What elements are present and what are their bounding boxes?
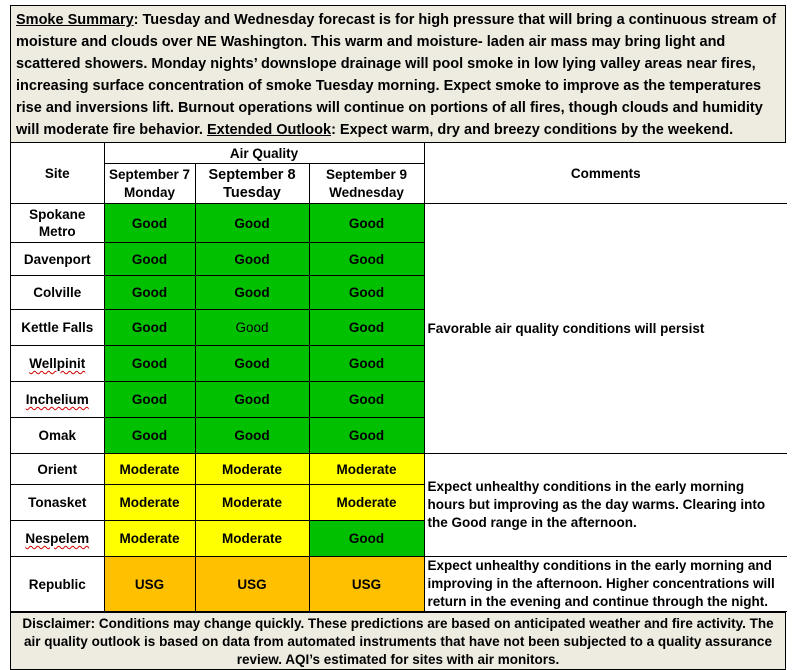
aq-cell: Good (309, 276, 424, 310)
aq-cell: Moderate (104, 485, 195, 521)
day-header: September 8 Tuesday (195, 164, 309, 204)
aq-cell: Good (195, 418, 309, 454)
site-cell: Orient (11, 454, 104, 485)
outlook-text: : Expect warm, dry and breezy conditions by the weekend. (331, 122, 734, 138)
aq-cell: Good (195, 204, 309, 243)
aq-cell: Moderate (309, 454, 424, 485)
site-cell: Colville (11, 276, 104, 310)
aq-cell: Good (309, 243, 424, 276)
air-quality-header: Air Quality (104, 143, 424, 164)
aq-cell: Moderate (195, 485, 309, 521)
site-cell: Wellpinit (11, 346, 104, 382)
comment-cell: Expect unhealthy conditions in the early morning hours but improving as the day warms. Clearing into the Good range in the afternoon. (424, 454, 787, 557)
comments-header: Comments (424, 143, 787, 204)
aq-cell: Good (195, 276, 309, 310)
day-header: September 7 Monday (104, 164, 195, 204)
aq-cell: Good (309, 382, 424, 418)
aq-cell: Moderate (195, 521, 309, 557)
site-cell: Kettle Falls (11, 310, 104, 346)
aq-cell: Moderate (195, 454, 309, 485)
aq-cell: Good (309, 521, 424, 557)
aq-cell: USG (104, 557, 195, 612)
air-quality-table (11, 143, 787, 612)
aq-cell: Good (195, 382, 309, 418)
outlook-label: Extended Outlook (206, 122, 332, 138)
site-cell: Inchelium (11, 382, 104, 418)
aq-cell: Good (104, 346, 195, 382)
site-cell: Republic (11, 557, 104, 612)
table-row (11, 454, 787, 485)
aq-cell: Good (195, 310, 309, 346)
site-header: Site (11, 143, 104, 204)
table-row (11, 204, 787, 243)
aq-cell: Good (104, 310, 195, 346)
aq-cell: USG (309, 557, 424, 612)
comment-cell: Expect unhealthy conditions in the early morning and improving in the afternoon. Higher concentrations will return in the evening and continue through the night. (424, 557, 787, 612)
disclaimer: Disclaimer: Conditions may change quickly. These predictions are based on anticipated weather and fire activity. The air quality outlook is based on data from automated instruments that have not been subjected to a quality assurance review. AQI’s estimated for sites with air monitors. (11, 612, 785, 669)
aq-cell: USG (195, 557, 309, 612)
aq-cell: Moderate (104, 454, 195, 485)
aq-cell: Good (309, 310, 424, 346)
table-row (11, 557, 787, 612)
aq-cell: Good (309, 204, 424, 243)
site-cell: Spokane Metro (11, 204, 104, 243)
smoke-summary (11, 6, 785, 143)
day-header: September 9 Wednesday (309, 164, 424, 204)
aq-cell: Good (195, 243, 309, 276)
header-row (11, 143, 787, 164)
aq-cell: Good (104, 382, 195, 418)
comment-cell: Favorable air quality conditions will persist (424, 204, 787, 454)
site-cell: Omak (11, 418, 104, 454)
site-cell: Tonasket (11, 485, 104, 521)
site-cell: Davenport (11, 243, 104, 276)
site-cell: Nespelem (11, 521, 104, 557)
aq-cell: Moderate (104, 521, 195, 557)
aq-cell: Moderate (309, 485, 424, 521)
aq-cell: Good (104, 243, 195, 276)
aq-cell: Good (104, 204, 195, 243)
summary-text: : Tuesday and Wednesday forecast is for high pressure that will bring a continuous stream of moisture and clouds over NE Washington. This warm and moisture- laden air mass may bring light and scattered showers. Monday nights’ downslope drainage will pool smoke in low lying valley areas near fires, increasing surface concentration of smoke Tuesday morning. Expect smoke to improve as the temperatures rise and inversions lift. Burnout operations will continue on portions of all fires, though clouds and humidity will moderate fire behavior. (16, 12, 777, 138)
aq-cell: Good (309, 418, 424, 454)
aq-cell: Good (309, 346, 424, 382)
aq-cell: Good (104, 276, 195, 310)
aq-cell: Good (195, 346, 309, 382)
smoke-outlook-document (10, 5, 786, 670)
aq-cell: Good (104, 418, 195, 454)
summary-label: Smoke Summary (16, 12, 134, 28)
